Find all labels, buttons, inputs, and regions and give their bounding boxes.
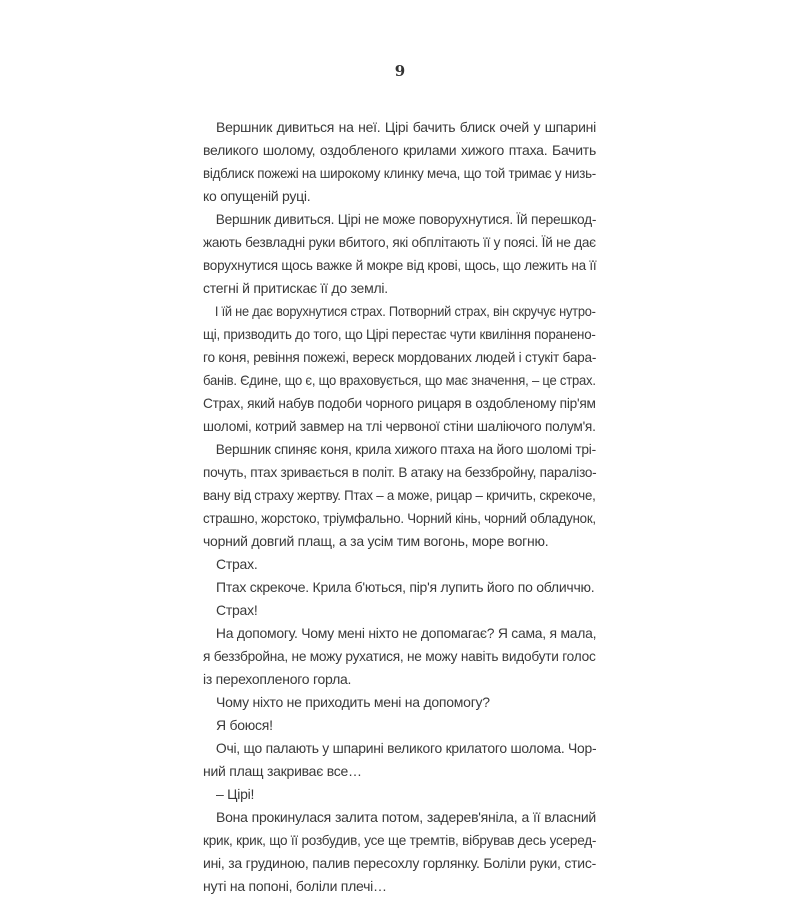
text-line: Страх. xyxy=(216,556,258,572)
text-line: банів. Єдине, що є, що враховується, що має значення, – це страх. xyxy=(203,372,596,388)
text-line: я беззбройна, не можу рухатися, не можу навіть видобути голос xyxy=(203,648,596,664)
text-line: – Цірі! xyxy=(216,786,255,802)
paragraph xyxy=(203,622,596,691)
text-line: Очі, що палають у шпарині великого крилатого шолома. Чор- xyxy=(215,740,597,756)
paragraph xyxy=(203,783,596,806)
text-line: страшно, жорстоко, тріумфально. Чорний кінь, чорний обладунок, xyxy=(203,510,596,526)
paragraph xyxy=(203,116,596,208)
text-line: чорний довгий плащ, а за усім тим вогонь, море вогню. xyxy=(203,533,549,549)
paragraph xyxy=(203,576,596,599)
text-line: щі, призводить до того, що Цірі перестає чути квиління поранено- xyxy=(203,326,596,342)
text-line: ний плащ закриває все… xyxy=(203,763,362,779)
text-line: жають безвладні руки вбитого, які обплітають її у поясі. Їй не дає xyxy=(203,234,596,250)
text-line: Чому ніхто не приходить мені на допомогу? xyxy=(216,694,490,710)
text-line: нуті на попоні, боліли плечі… xyxy=(203,878,387,894)
text-line: Птах скрекоче. Крила б'ються, пір'я лупить його по обличчю. xyxy=(216,579,595,595)
text-line: відблиск пожежі на широкому клинку меча, що той тримає у низь- xyxy=(203,165,597,181)
text-line: крик, крик, що її розбудив, усе ще тремтів, вібрував десь усеред- xyxy=(203,832,597,848)
paragraph xyxy=(203,714,596,737)
text-line: стегні й притискає її до землі. xyxy=(203,280,388,296)
paragraph xyxy=(203,737,596,783)
text-line: Страх! xyxy=(216,602,258,618)
paragraph xyxy=(203,553,596,576)
paragraph xyxy=(203,300,596,438)
text-line: І їй не дає ворухнутися страх. Потворний страх, він скручує нутро- xyxy=(214,303,596,319)
text-line: Вершник спиняє коня, крила хижого птаха на його шоломі трі- xyxy=(215,441,596,457)
paragraph xyxy=(203,208,596,300)
text-line: шоломі, котрий завмер на тлі червоної стіни шаліючого полум'я. xyxy=(203,418,596,434)
body-text xyxy=(203,116,596,898)
page-number: 9 xyxy=(394,62,406,80)
text-line: Я боюся! xyxy=(216,717,273,733)
text-line: почуть, птах зривається в політ. В атаку на беззбройну, паралізо- xyxy=(203,464,597,480)
text-line: великого шолому, оздобленого крилами хижого птаха. Бачить xyxy=(203,142,596,158)
text-line: ко опущеній руці. xyxy=(203,188,311,204)
text-line: Вона прокинулася залита потом, задерев'яніла, а її власний xyxy=(216,809,596,825)
text-line: На допомогу. Чому мені ніхто не допомагає? Я сама, я мала, xyxy=(215,625,597,641)
text-line: ині, за грудиною, палив пересохлу горлянку. Боліли руки, стис- xyxy=(203,855,596,871)
text-line: го коня, ревіння пожежі, вереск мордованих людей і стукіт бара- xyxy=(203,349,597,365)
text-line: вану від страху жертву. Птах – а може, рицар – кричить, скрекоче, xyxy=(203,487,596,503)
text-line: Страх, який набув подоби чорного рицаря в оздобленому пір'ям xyxy=(203,395,596,411)
text-line: Вершник дивиться. Цірі не може поворухнутися. Їй перешкод- xyxy=(215,211,597,227)
text-line: ворухнутися щось важке й мокре від крові, щось, що лежить на її xyxy=(203,257,597,273)
paragraph xyxy=(203,806,596,898)
paragraph xyxy=(203,691,596,714)
paragraph xyxy=(203,438,596,553)
text-line: із перехопленого горла. xyxy=(203,671,352,687)
text-line: Вершник дивиться на неї. Цірі бачить блиск очей у шпарині xyxy=(216,119,596,135)
paragraph xyxy=(203,599,596,622)
